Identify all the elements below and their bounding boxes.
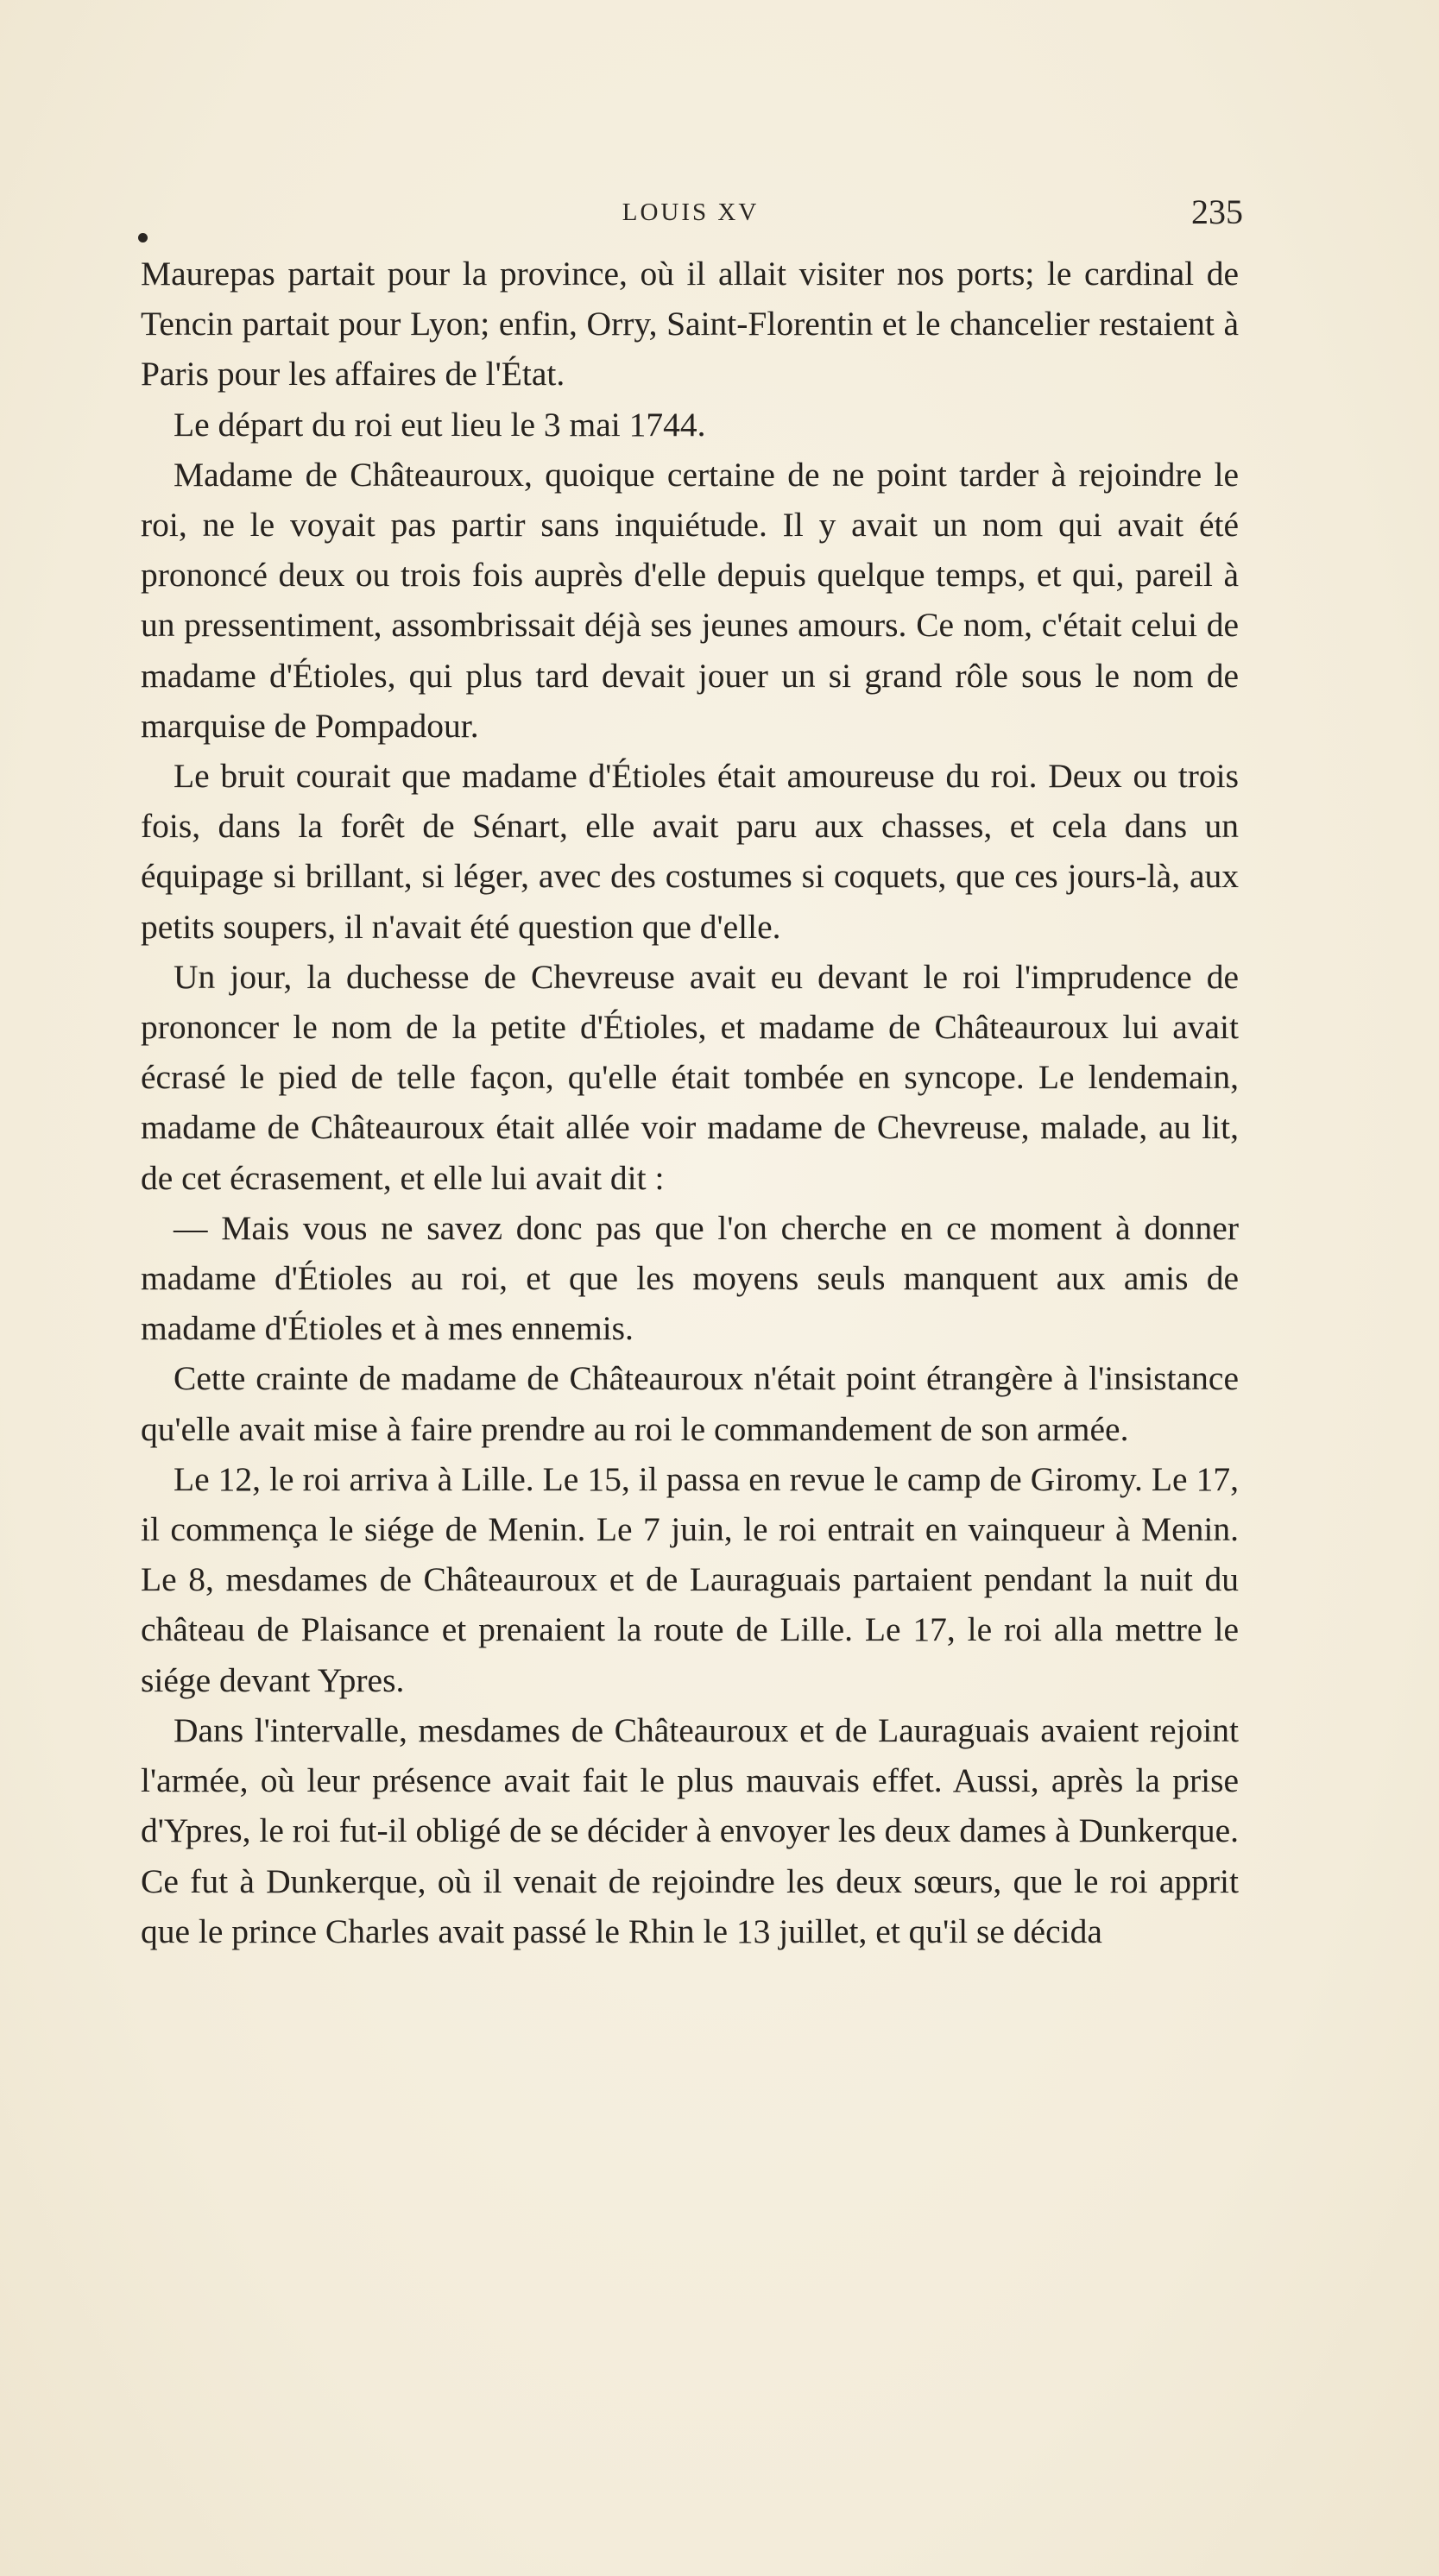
paragraph: Dans l'intervalle, mesdames de Châteauroux et de Lauraguais avaient rejoint l'armée, où leur présence avait fait le plus mauvais effet. Aussi, après la prise d'Ypres, le roi fut-il obligé de se décider à envoyer les deux dames à Dunkerque. Ce fut à Dunkerque, où il venait de rejoindre les deux sœurs, que le roi apprit que le prince Charles avait passé le Rhin le 13 juillet, et qu'il se décida	[141, 1710, 1239, 1950]
paragraph: Maurepas partait pour la province, où il allait visiter nos ports; le cardinal de Tencin partait pour Lyon; enfin, Orry, Saint-Florentin et le chancelier restaient à Paris pour les affaires de l'État.	[141, 255, 1239, 394]
paragraph: — Mais vous ne savez donc pas que l'on cherche en ce moment à donner madame d'Étioles au roi, et que les moyens seuls manquent aux amis de madame d'Étioles et à mes ennemis.	[141, 1208, 1239, 1348]
paragraph: Un jour, la duchesse de Chevreuse avait eu devant le roi l'imprudence de prononcer le nom de la petite d'Étioles, et madame de Châteauroux lui avait écrasé le pied de telle façon, qu'elle était tombée en syncope. Le lendemain, madame de Châteauroux était allée voir madame de Chevreuse, malade, au lit, de cet écrasement, et elle lui avait dit :	[141, 957, 1239, 1197]
ink-speck	[138, 233, 148, 242]
paragraph: Le bruit courait que madame d'Étioles était amoureuse du roi. Deux ou trois fois, dans la forêt de Sénart, elle avait paru aux chasses, et cela dans un équipage si brillant, si léger, avec des costumes si coquets, que ces jours-là, aux petits soupers, il n'avait été question que d'elle.	[141, 757, 1239, 946]
paragraph: Madame de Châteauroux, quoique certaine de ne point tarder à rejoindre le roi, ne le voyait pas partir sans inquiétude. Il y avait un nom qui avait été prononcé deux ou trois fois auprès d'elle depuis quelque temps, et qui, pareil à un pressentiment, assombrissait déjà ses jeunes amours. Ce nom, c'était celui de madame d'Étioles, qui plus tard devait jouer un si grand rôle sous le nom de marquise de Pompadour.	[141, 455, 1239, 745]
page-number: 235	[1191, 192, 1243, 231]
running-head	[138, 192, 1243, 235]
paragraph: Cette crainte de madame de Châteauroux n'était point étrangère à l'insistance qu'elle avait mise à faire prendre au roi le commandement de son armée.	[141, 1359, 1239, 1448]
running-title: LOUIS XV	[622, 198, 760, 226]
body-text	[141, 249, 1239, 1956]
paragraph: Le départ du roi eut lieu le 3 mai 1744.	[174, 405, 706, 444]
paragraph: Le 12, le roi arriva à Lille. Le 15, il passa en revue le camp de Giromy. Le 17, il commença le siége de Menin. Le 7 juin, le roi entrait en vainqueur à Menin. Le 8, mesdames de Châteauroux et de Lauraguais partaient pendant la nuit du château de Plaisance et prenaient la route de Lille. Le 17, le roi alla mettre le siége devant Ypres.	[141, 1459, 1239, 1699]
